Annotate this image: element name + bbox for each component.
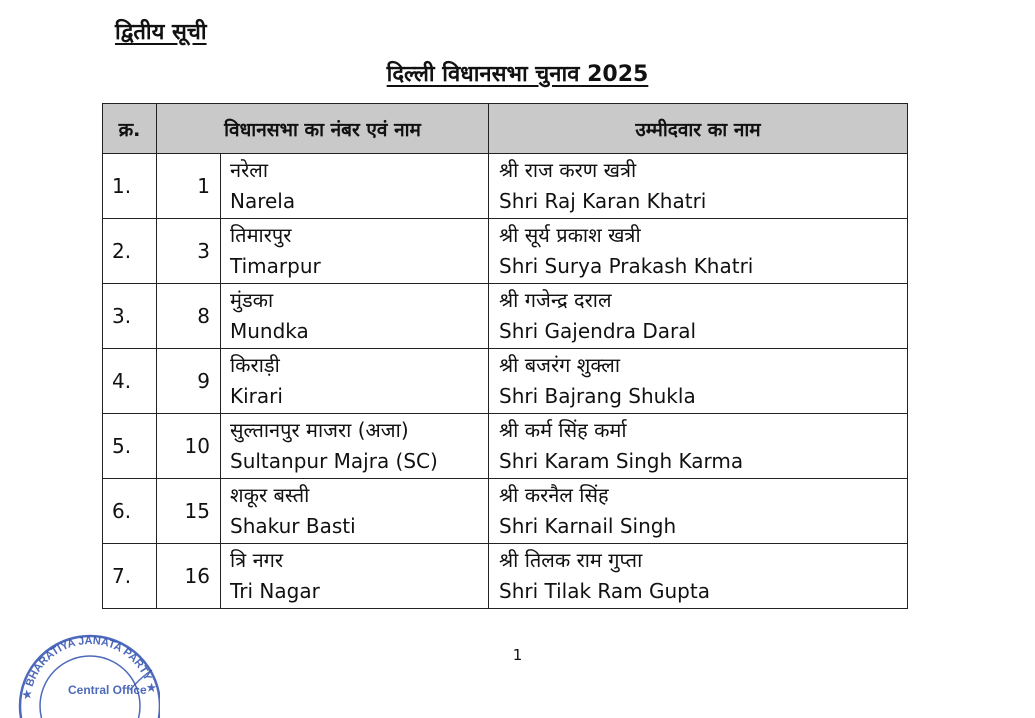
constituency-name-hindi: त्रि नगर [230, 548, 284, 572]
candidate-name-english: Shri Karnail Singh [499, 514, 677, 538]
constituency-name-hindi: सुल्तानपुर माजरा (अजा) [230, 418, 409, 442]
candidate-name-cell [489, 544, 908, 609]
header-constituency: विधानसभा का नंबर एवं नाम [157, 104, 489, 154]
row-serial: 4. [103, 349, 157, 414]
svg-text:★ BHARATIYA JANATA PARTY ★: ★ BHARATIYA JANATA PARTY ★ [21, 634, 158, 701]
candidate-name-cell [489, 284, 908, 349]
table-header-row [103, 104, 908, 154]
row-serial: 2. [103, 219, 157, 284]
candidate-name-cell [489, 219, 908, 284]
candidate-name-english: Shri Tilak Ram Gupta [499, 579, 710, 603]
svg-text:Central Office: Central Office [68, 683, 147, 697]
candidate-name-english: Shri Surya Prakash Khatri [499, 254, 754, 278]
candidate-name-cell [489, 154, 908, 219]
constituency-name-hindi: तिमारपुर [230, 223, 292, 247]
constituency-number: 9 [157, 349, 221, 414]
constituency-number: 16 [157, 544, 221, 609]
constituency-number: 15 [157, 479, 221, 544]
constituency-name-english: Mundka [230, 319, 309, 343]
constituency-name-hindi: नरेला [230, 158, 269, 182]
candidate-name-cell [489, 349, 908, 414]
constituency-name-english: Tri Nagar [230, 579, 320, 603]
list-title: द्वितीय सूची [115, 20, 207, 45]
constituency-name-cell [221, 284, 489, 349]
constituency-name-english: Sultanpur Majra (SC) [230, 449, 438, 473]
row-serial: 6. [103, 479, 157, 544]
constituency-name-hindi: मुंडका [230, 288, 274, 312]
constituency-name-hindi: किराड़ी [230, 353, 280, 377]
row-serial: 7. [103, 544, 157, 609]
constituency-name-cell [221, 349, 489, 414]
constituency-name-cell [221, 479, 489, 544]
candidate-name-hindi: श्री करनैल सिंह [499, 483, 609, 507]
constituency-number: 8 [157, 284, 221, 349]
candidate-name-hindi: श्री गजेन्द्र दराल [499, 288, 612, 312]
constituency-number: 10 [157, 414, 221, 479]
constituency-name-hindi: शकूर बस्ती [230, 483, 310, 507]
table-row [103, 154, 908, 219]
candidate-name-english: Shri Raj Karan Khatri [499, 189, 707, 213]
candidate-name-cell [489, 414, 908, 479]
candidate-name-hindi: श्री बजरंग शुक्ला [499, 353, 621, 377]
row-serial: 1. [103, 154, 157, 219]
candidate-name-hindi: श्री राज करण खत्री [499, 158, 637, 182]
constituency-name-cell [221, 414, 489, 479]
table-row [103, 284, 908, 349]
header-serial: क्र. [103, 104, 157, 154]
candidate-name-cell [489, 479, 908, 544]
constituency-name-english: Kirari [230, 384, 283, 408]
candidate-name-english: Shri Karam Singh Karma [499, 449, 744, 473]
constituency-number: 3 [157, 219, 221, 284]
page-number: 1 [512, 646, 523, 664]
constituency-name-english: Narela [230, 189, 296, 213]
table-row [103, 349, 908, 414]
row-serial: 3. [103, 284, 157, 349]
row-serial: 5. [103, 414, 157, 479]
candidate-name-english: Shri Gajendra Daral [499, 319, 697, 343]
candidate-name-english: Shri Bajrang Shukla [499, 384, 696, 408]
candidate-name-hindi: श्री तिलक राम गुप्ता [499, 548, 643, 572]
constituency-number: 1 [157, 154, 221, 219]
table-row [103, 219, 908, 284]
candidate-name-hindi: श्री सूर्य प्रकाश खत्री [499, 223, 641, 247]
header-candidate: उम्मीदवार का नाम [489, 104, 908, 154]
candidate-table [102, 103, 908, 609]
constituency-name-cell [221, 154, 489, 219]
table-row [103, 479, 908, 544]
constituency-name-english: Timarpur [230, 254, 321, 278]
table-row [103, 414, 908, 479]
document-title: दिल्ली विधानसभा चुनाव 2025 [386, 62, 649, 87]
constituency-name-cell [221, 219, 489, 284]
party-seal-stamp [10, 628, 160, 718]
candidate-name-hindi: श्री कर्म सिंह कर्मा [499, 418, 627, 442]
constituency-name-english: Shakur Basti [230, 514, 356, 538]
table-body [103, 154, 908, 609]
constituency-name-cell [221, 544, 489, 609]
table-row [103, 544, 908, 609]
